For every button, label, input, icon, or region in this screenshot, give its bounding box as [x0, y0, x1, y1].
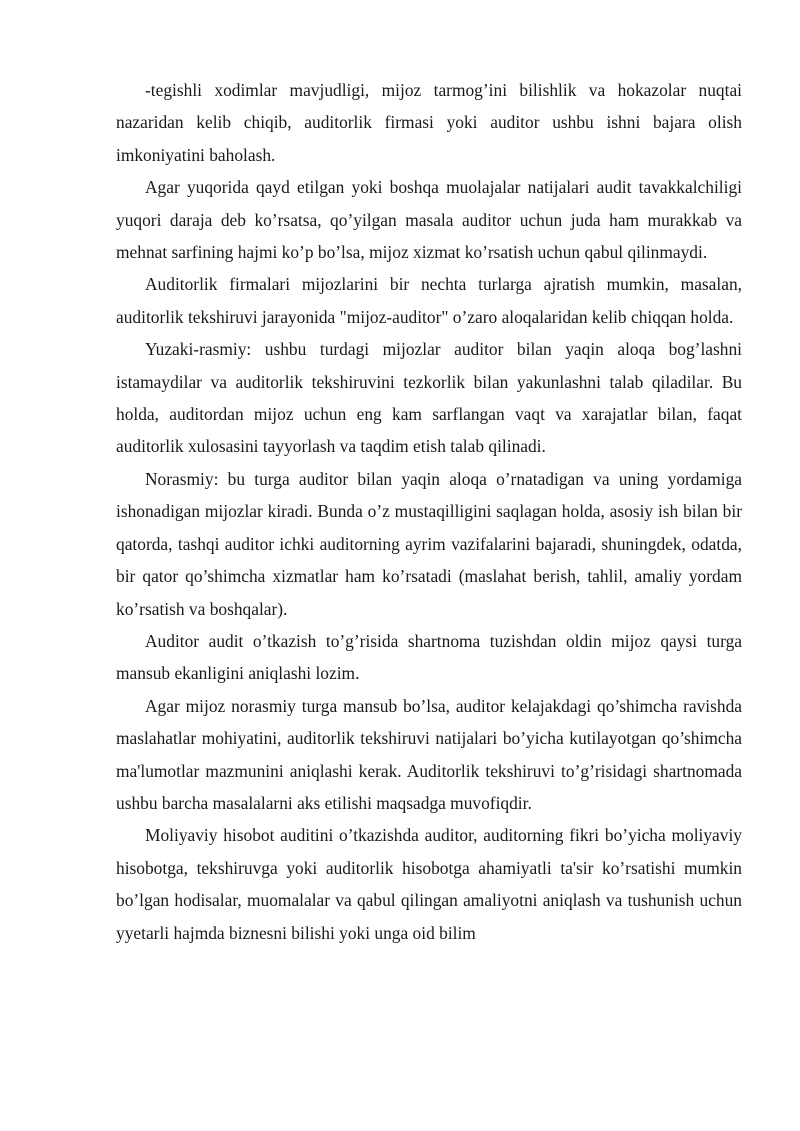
paragraph: Agar yuqorida qayd etilgan yoki boshqa muolajalar natijalari audit tavakkalchiligi yuqori daraja deb ko’rsatsa, qo’yilgan masala auditor uchun juda ham murakkab va mehnat sarfining hajmi ko’p bo’lsa, mijoz xizmat ko’rsatish uchun qabul qilinmaydi. [116, 177, 742, 263]
paragraph: Auditorlik firmalari mijozlarini bir nechta turlarga ajratish mumkin, masalan, auditorlik tekshiruvi jarayonida "mijoz-auditor" o’zaro aloqalaridan kelib chiqqan holda. [116, 274, 742, 327]
paragraph: Auditor audit o’tkazish to’g’risida shartnoma tuzishdan oldin mijoz qaysi turga mansub ekanligini aniqlashi lozim. [116, 630, 742, 684]
document-body [116, 74, 742, 949]
paragraph: -tegishli xodimlar mavjudligi, mijoz tarmog’ini bilishlik va hokazolar nuqtai nazaridan kelib chiqib, auditorlik firmasi yoki auditor ushbu ishni bajara olish imkoniyatini baholash. [116, 80, 742, 165]
paragraph: Agar mijoz norasmiy turga mansub bo’lsa, auditor kelajakdagi qo’shimcha ravishda maslahatlar mohiyatini, auditorlik tekshiruvi natijalari bo’yicha kutilayotgan qo’shimcha ma'lumotlar mazmunini aniqlashi kerak. Auditorlik tekshiruvi to’g’risidagi shartnomada ushbu barcha masalalarni aks etilishi maqsadga muvofiqdir. [116, 695, 742, 813]
paragraph: Norasmiy: bu turga auditor bilan yaqin aloqa o’rnatadigan va uning yordamiga ishonadigan mijozlar kiradi. Bunda o’z mustaqilligini saqlagan holda, asosiy ish bilan bir qatorda, tashqi auditor ichki auditorning ayrim vazifalarini bajaradi, shuningdek, odatda, bir qator qo’shimcha xizmatlar ham ko’rsatadi (maslahat berish, tahlil, amaliy yordam ko’rsatish va boshqalar). [116, 468, 742, 619]
paragraph: Yuzaki-rasmiy: ushbu turdagi mijozlar auditor bilan yaqin aloqa bog’lashni istamaydilar va auditorlik tekshiruvini tezkorlik bilan yakunlashni talab qiladilar. Bu holda, auditordan mijoz uchun eng kam sarflangan vaqt va xarajatlar bilan, faqat auditorlik xulosasini tayyorlash va taqdim etish talab qilinadi. [116, 339, 742, 457]
paragraph: Moliyaviy hisobot auditini o’tkazishda auditor, auditorning fikri bo’yicha moliyaviy hisobotga, tekshiruvga yoki auditorlik hisobotga ahamiyatli ta'sir ko’rsatishi mumkin bo’lgan hodisalar, muomalalar va qabul qilingan amaliyotni aniqlash va tushunish uchun yyetarli hajmda biznesni bilishi yoki unga oid bilim [116, 825, 742, 943]
